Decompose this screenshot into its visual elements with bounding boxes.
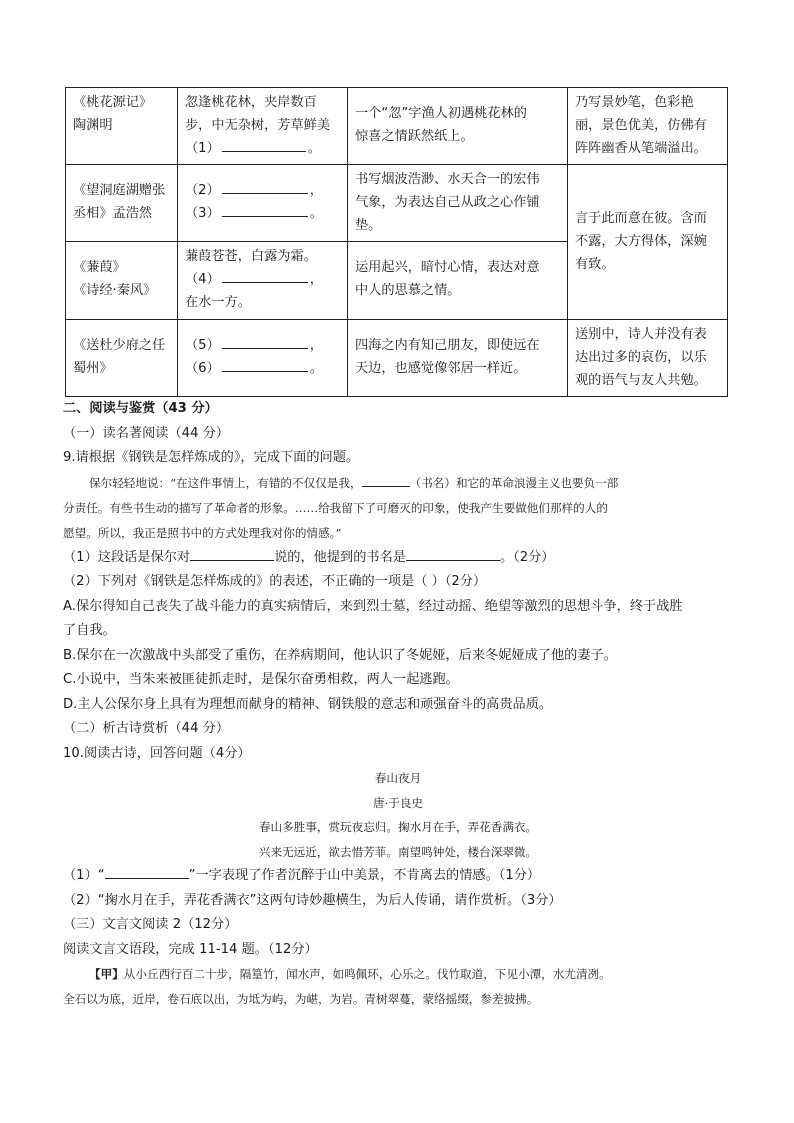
subsection-title: （一）读名著阅读（44 分） <box>63 425 230 441</box>
option-a: A.保尔得知自己丧失了战斗能力的真实病情后，来到烈士墓，经过动摇、绝望等激烈的思想斗争，终于战胜 <box>63 598 683 614</box>
effect-cell: 四海之内有知己朋友，即使远在 天边，也感觉像邻居一样近。 <box>348 320 568 397</box>
quote-line: 保尔轻轻地说：“在这件事情上，有错的不仅仅是我， （书名）和它的革命浪漫主义也要负一部 <box>63 471 733 496</box>
fill-blank-6[interactable] <box>222 357 308 372</box>
poem-title-cell: 《望洞庭湖赠张 丞相》孟浩然 <box>66 165 178 242</box>
passage-line: 【甲】从小丘西行百二十步，隔篁竹，闻水声，如鸣佩环，心乐之。伐竹取道，下见小潭，水尤清冽。 <box>89 967 611 981</box>
question-11-stem: 阅读文言文语段，完成 11-14 题。（12分） <box>63 941 318 957</box>
book-title-blank[interactable] <box>362 472 410 487</box>
table-row <box>66 88 728 165</box>
verse-cell: 忽逢桃花林，夹岸数百 步，中无杂树，芳草鲜美 （1） 。 <box>178 88 348 165</box>
reading-section <box>63 397 733 1012</box>
fill-blank-4[interactable] <box>222 268 308 283</box>
fill-blank-1[interactable] <box>222 137 306 152</box>
verse-cell: 蒹葭苍苍，白露为霜。 （4） ， 在水一方。 <box>178 242 348 320</box>
subsection-title: （三）文言文阅读 2（12分） <box>63 917 238 932</box>
fill-blank-5[interactable] <box>222 334 308 349</box>
comment-cell: 送别中，诗人并没有表 达出过多的哀伤，以乐 观的语气与友人共勉。 <box>568 320 728 397</box>
answer-blank[interactable] <box>105 864 189 879</box>
table-row <box>66 165 728 242</box>
question-9-stem: 9.请根据《钢铁是怎样炼成的》，完成下面的问题。 <box>63 450 360 465</box>
poem-line: 春山多胜事，赏玩夜忘归。掬水月在手，弄花香满衣。 <box>258 820 538 834</box>
effect-cell: 运用起兴，暗忖心情，表达对意 中人的思慕之情。 <box>348 242 568 320</box>
answer-blank[interactable] <box>190 546 274 561</box>
question-10-2: （2）“掬水月在手，弄花香满衣”这两句诗妙趣横生，为后人传诵，请作赏析。（3分） <box>63 892 562 908</box>
poem-title-cell: 《桃花源记》 陶渊明 <box>66 88 178 165</box>
poem-title: 春山夜月 <box>374 771 422 785</box>
verse-cell: （5） ， （6） 。 <box>178 320 348 397</box>
fill-blank-3[interactable] <box>222 202 308 217</box>
poem-author: 唐·于良史 <box>372 795 424 810</box>
quote-line: 分责任。有些书生动的描写了革命者的形象。……给我留下了可磨灭的印象，使我产生要做他们那样的人的 <box>63 500 608 515</box>
comment-cell-shared: 言于此而意在彼。含而 不露，大方得体，深婉 有致。 <box>568 165 728 320</box>
answer-blank[interactable] <box>406 546 500 561</box>
comment-cell: 乃写景妙笔，色彩艳 丽，景色优美，仿佛有 阵阵幽香从笔端溢出。 <box>568 88 728 165</box>
option-c: C.小说中，当朱来被匪徒抓走时，是保尔奋勇相救，两人一起逃跑。 <box>63 672 459 687</box>
poem-table <box>65 87 728 397</box>
section-heading: 二、阅读与鉴赏（43 分） <box>63 401 218 416</box>
question-9-2: （2）下列对《钢铁是怎样炼成的》的表述，不正确的一项是（ ）（2分） <box>63 574 487 589</box>
fill-blank-2[interactable] <box>222 179 308 194</box>
verse-cell: （2） ， （3） 。 <box>178 165 348 242</box>
passage-line: 全石以为底，近岸，卷石底以出，为坻为屿，为嵁，为岩。青树翠蔓，蒙络摇缀，参差披拂。 <box>63 992 539 1006</box>
quote-line: 愿望。所以，我正是照书中的方式处理我对你的情感。” <box>63 525 342 540</box>
option-b: B.保尔在一次激战中头部受了重伤，在养病期间，他认识了冬妮娅，后来冬妮娅成了他的妻子。 <box>63 647 617 663</box>
effect-cell: 书写烟波浩渺、水天合一的宏伟 气象，为表达自己从政之心作铺 垫。 <box>348 165 568 242</box>
option-a-cont: 了自我。 <box>63 623 116 638</box>
effect-cell: 一个“忽”字渔人初遇桃花林的 惊喜之情跃然纸上。 <box>348 88 568 165</box>
table-row <box>66 320 728 397</box>
poem-title-cell: 《蒹葭》 《诗经·秦风》 <box>66 242 178 320</box>
poem-line: 兴来无远近，欲去惜芳菲。南望鸣钟处，楼台深翠微。 <box>258 844 538 859</box>
subsection-title: （二）析古诗赏析（44 分） <box>63 721 230 736</box>
question-10-stem: 10.阅读古诗，回答问题（4分） <box>63 745 251 761</box>
question-9-1: （1）这段话是保尔对 说的，他提到的书名是 。（2分） <box>63 546 733 571</box>
question-10-1: （1）“ ”一字表现了作者沉醉于山中美景，不肯离去的情感。（1分） <box>63 864 733 889</box>
poem-title-cell: 《送杜少府之任 蜀州》 <box>66 320 178 397</box>
option-d: D.主人公保尔身上具有为理想而献身的精神、钢铁般的意志和顽强奋斗的高贵品质。 <box>63 696 553 712</box>
